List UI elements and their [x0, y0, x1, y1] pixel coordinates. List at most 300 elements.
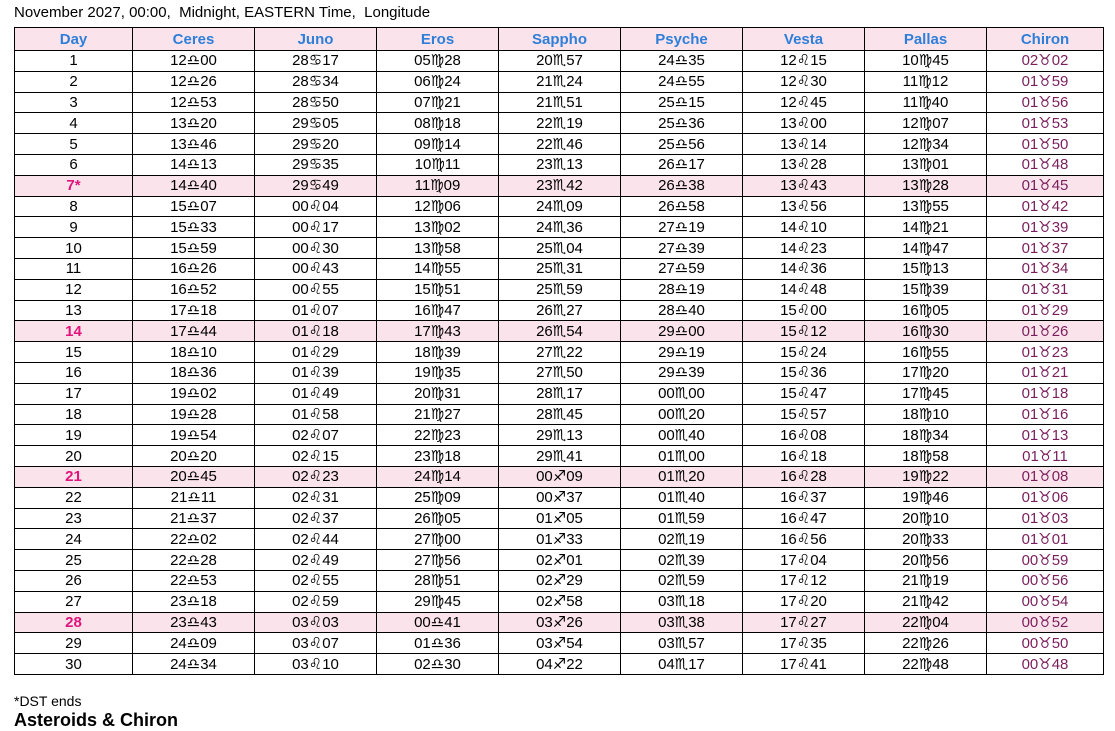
cell-chiron: 01♉03 — [987, 508, 1104, 529]
cell-vesta: 17♌12 — [743, 570, 865, 591]
table-row — [15, 196, 1104, 217]
col-header-day: Day — [15, 28, 133, 51]
table-row — [15, 383, 1104, 404]
cell-psyche: 00♏00 — [621, 383, 743, 404]
cell-psyche: 29♎19 — [621, 342, 743, 363]
cell-ceres: 19♎28 — [133, 404, 255, 425]
cell-ceres: 23♎43 — [133, 612, 255, 633]
cell-ceres: 21♎11 — [133, 487, 255, 508]
cell-chiron: 01♉48 — [987, 154, 1104, 175]
cell-pallas: 17♍20 — [865, 362, 987, 383]
cell-juno: 28♋50 — [255, 92, 377, 113]
cell-vesta: 17♌35 — [743, 633, 865, 654]
cell-sappho: 02♐29 — [499, 570, 621, 591]
cell-pallas: 21♍42 — [865, 591, 987, 612]
cell-vesta: 16♌08 — [743, 425, 865, 446]
cell-ceres: 16♎26 — [133, 258, 255, 279]
cell-chiron: 00♉56 — [987, 570, 1104, 591]
table-row — [15, 466, 1104, 487]
cell-juno: 03♌07 — [255, 633, 377, 654]
cell-pallas: 12♍07 — [865, 113, 987, 134]
cell-vesta: 16♌47 — [743, 508, 865, 529]
cell-eros: 10♍11 — [377, 154, 499, 175]
cell-day: 29 — [15, 633, 133, 654]
cell-juno: 03♌10 — [255, 654, 377, 675]
cell-sappho: 23♏13 — [499, 154, 621, 175]
cell-pallas: 19♍46 — [865, 487, 987, 508]
cell-chiron: 01♉18 — [987, 383, 1104, 404]
cell-psyche: 04♏17 — [621, 654, 743, 675]
table-row — [15, 217, 1104, 238]
cell-psyche: 28♎40 — [621, 300, 743, 321]
cell-eros: 13♍58 — [377, 238, 499, 259]
header-row — [15, 28, 1104, 51]
cell-juno: 02♌31 — [255, 487, 377, 508]
table-row — [15, 342, 1104, 363]
col-header-juno: Juno — [255, 28, 377, 51]
cell-juno: 03♌03 — [255, 612, 377, 633]
cell-day: 26 — [15, 570, 133, 591]
cell-juno: 02♌15 — [255, 446, 377, 467]
cell-psyche: 26♎17 — [621, 154, 743, 175]
cell-day: 17 — [15, 383, 133, 404]
cell-pallas: 18♍10 — [865, 404, 987, 425]
cell-psyche: 29♎39 — [621, 362, 743, 383]
cell-sappho: 21♏24 — [499, 71, 621, 92]
cell-psyche: 28♎19 — [621, 279, 743, 300]
table-row — [15, 321, 1104, 342]
cell-chiron: 01♉06 — [987, 487, 1104, 508]
cell-vesta: 12♌15 — [743, 51, 865, 72]
cell-ceres: 12♎00 — [133, 51, 255, 72]
cell-vesta: 15♌47 — [743, 383, 865, 404]
cell-pallas: 16♍55 — [865, 342, 987, 363]
cell-chiron: 01♉53 — [987, 113, 1104, 134]
cell-psyche: 02♏59 — [621, 570, 743, 591]
col-header-chiron: Chiron — [987, 28, 1104, 51]
table-row — [15, 113, 1104, 134]
table-row — [15, 591, 1104, 612]
cell-day: 23 — [15, 508, 133, 529]
cell-juno: 28♋17 — [255, 51, 377, 72]
cell-vesta: 15♌36 — [743, 362, 865, 383]
cell-sappho: 02♐58 — [499, 591, 621, 612]
cell-vesta: 17♌41 — [743, 654, 865, 675]
cell-sappho: 00♐37 — [499, 487, 621, 508]
cell-eros: 18♍39 — [377, 342, 499, 363]
cell-pallas: 16♍05 — [865, 300, 987, 321]
cell-vesta: 13♌56 — [743, 196, 865, 217]
cell-vesta: 17♌04 — [743, 550, 865, 571]
col-header-ceres: Ceres — [133, 28, 255, 51]
cell-psyche: 02♏39 — [621, 550, 743, 571]
cell-psyche: 24♎55 — [621, 71, 743, 92]
table-row — [15, 404, 1104, 425]
table-row — [15, 612, 1104, 633]
cell-vesta: 14♌48 — [743, 279, 865, 300]
cell-sappho: 21♏51 — [499, 92, 621, 113]
cell-eros: 07♍21 — [377, 92, 499, 113]
cell-eros: 22♍23 — [377, 425, 499, 446]
cell-psyche: 27♎39 — [621, 238, 743, 259]
cell-juno: 00♌43 — [255, 258, 377, 279]
cell-vesta: 15♌57 — [743, 404, 865, 425]
cell-juno: 02♌37 — [255, 508, 377, 529]
cell-vesta: 17♌27 — [743, 612, 865, 633]
footnote: *DST ends — [14, 693, 82, 709]
cell-psyche: 26♎58 — [621, 196, 743, 217]
cell-eros: 24♍14 — [377, 466, 499, 487]
cell-sappho: 04♐22 — [499, 654, 621, 675]
cell-eros: 06♍24 — [377, 71, 499, 92]
cell-juno: 02♌23 — [255, 466, 377, 487]
cell-psyche: 25♎36 — [621, 113, 743, 134]
cell-vesta: 16♌18 — [743, 446, 865, 467]
cell-eros: 01♎36 — [377, 633, 499, 654]
cell-sappho: 26♏27 — [499, 300, 621, 321]
cell-eros: 17♍43 — [377, 321, 499, 342]
col-header-psyche: Psyche — [621, 28, 743, 51]
cell-psyche: 24♎35 — [621, 51, 743, 72]
cell-chiron: 01♉42 — [987, 196, 1104, 217]
cell-ceres: 22♎28 — [133, 550, 255, 571]
cell-chiron: 01♉16 — [987, 404, 1104, 425]
cell-day: 4 — [15, 113, 133, 134]
table-row — [15, 92, 1104, 113]
table-row — [15, 550, 1104, 571]
cell-juno: 29♋49 — [255, 175, 377, 196]
cell-chiron: 01♉37 — [987, 238, 1104, 259]
cell-ceres: 18♎36 — [133, 362, 255, 383]
cell-ceres: 13♎46 — [133, 134, 255, 155]
cell-pallas: 12♍34 — [865, 134, 987, 155]
cell-sappho: 22♏19 — [499, 113, 621, 134]
cell-sappho: 27♏50 — [499, 362, 621, 383]
cell-chiron: 01♉29 — [987, 300, 1104, 321]
cell-pallas: 22♍48 — [865, 654, 987, 675]
cell-pallas: 18♍34 — [865, 425, 987, 446]
cell-chiron: 00♉48 — [987, 654, 1104, 675]
cell-day: 14 — [15, 321, 133, 342]
table-row — [15, 51, 1104, 72]
cell-pallas: 11♍12 — [865, 71, 987, 92]
cell-vesta: 13♌43 — [743, 175, 865, 196]
table-row — [15, 71, 1104, 92]
cell-eros: 29♍45 — [377, 591, 499, 612]
cell-juno: 01♌29 — [255, 342, 377, 363]
cell-ceres: 24♎34 — [133, 654, 255, 675]
cell-chiron: 00♉52 — [987, 612, 1104, 633]
cell-psyche: 01♏20 — [621, 466, 743, 487]
cell-ceres: 17♎44 — [133, 321, 255, 342]
cell-pallas: 13♍55 — [865, 196, 987, 217]
cell-juno: 00♌55 — [255, 279, 377, 300]
cell-sappho: 20♏57 — [499, 51, 621, 72]
cell-psyche: 03♏57 — [621, 633, 743, 654]
cell-eros: 08♍18 — [377, 113, 499, 134]
cell-vesta: 16♌56 — [743, 529, 865, 550]
cell-psyche: 27♎19 — [621, 217, 743, 238]
cell-psyche: 03♏38 — [621, 612, 743, 633]
cell-vesta: 15♌00 — [743, 300, 865, 321]
cell-day: 12 — [15, 279, 133, 300]
cell-day: 15 — [15, 342, 133, 363]
cell-vesta: 17♌20 — [743, 591, 865, 612]
cell-ceres: 18♎10 — [133, 342, 255, 363]
cell-eros: 27♍00 — [377, 529, 499, 550]
page-title: November 2027, 00:00, Midnight, EASTERN Time, Longitude — [14, 4, 431, 21]
cell-ceres: 13♎20 — [133, 113, 255, 134]
cell-vesta: 14♌36 — [743, 258, 865, 279]
cell-pallas: 20♍10 — [865, 508, 987, 529]
cell-psyche: 29♎00 — [621, 321, 743, 342]
cell-vesta: 12♌45 — [743, 92, 865, 113]
table-row — [15, 446, 1104, 467]
cell-eros: 19♍35 — [377, 362, 499, 383]
cell-eros: 20♍31 — [377, 383, 499, 404]
cell-eros: 27♍56 — [377, 550, 499, 571]
cell-vesta: 15♌24 — [743, 342, 865, 363]
cell-eros: 09♍14 — [377, 134, 499, 155]
table-row — [15, 154, 1104, 175]
cell-vesta: 15♌12 — [743, 321, 865, 342]
cell-chiron: 01♉34 — [987, 258, 1104, 279]
cell-sappho: 26♏54 — [499, 321, 621, 342]
cell-ceres: 24♎09 — [133, 633, 255, 654]
cell-day: 25 — [15, 550, 133, 571]
cell-day: 16 — [15, 362, 133, 383]
cell-sappho: 27♏22 — [499, 342, 621, 363]
cell-pallas: 21♍19 — [865, 570, 987, 591]
cell-chiron: 01♉45 — [987, 175, 1104, 196]
cell-juno: 01♌49 — [255, 383, 377, 404]
cell-vesta: 14♌23 — [743, 238, 865, 259]
cell-day: 8 — [15, 196, 133, 217]
cell-eros: 25♍09 — [377, 487, 499, 508]
cell-pallas: 13♍28 — [865, 175, 987, 196]
cell-sappho: 24♏36 — [499, 217, 621, 238]
cell-juno: 01♌58 — [255, 404, 377, 425]
cell-day: 2 — [15, 71, 133, 92]
cell-sappho: 02♐01 — [499, 550, 621, 571]
cell-juno: 29♋35 — [255, 154, 377, 175]
cell-sappho: 25♏59 — [499, 279, 621, 300]
cell-vesta: 13♌28 — [743, 154, 865, 175]
cell-juno: 02♌44 — [255, 529, 377, 550]
cell-juno: 02♌55 — [255, 570, 377, 591]
cell-sappho: 22♏46 — [499, 134, 621, 155]
cell-psyche: 03♏18 — [621, 591, 743, 612]
cell-eros: 00♎41 — [377, 612, 499, 633]
cell-chiron: 01♉08 — [987, 466, 1104, 487]
cell-juno: 01♌18 — [255, 321, 377, 342]
cell-juno: 29♋05 — [255, 113, 377, 134]
cell-day: 3 — [15, 92, 133, 113]
cell-psyche: 25♎56 — [621, 134, 743, 155]
cell-ceres: 20♎20 — [133, 446, 255, 467]
cell-juno: 28♋34 — [255, 71, 377, 92]
cell-sappho: 00♐09 — [499, 466, 621, 487]
table-row — [15, 654, 1104, 675]
cell-day: 24 — [15, 529, 133, 550]
cell-chiron: 00♉50 — [987, 633, 1104, 654]
footer-title: Asteroids & Chiron — [14, 710, 179, 730]
cell-pallas: 13♍01 — [865, 154, 987, 175]
cell-pallas: 14♍21 — [865, 217, 987, 238]
cell-eros: 02♎30 — [377, 654, 499, 675]
cell-vesta: 16♌28 — [743, 466, 865, 487]
cell-pallas: 15♍39 — [865, 279, 987, 300]
cell-eros: 14♍55 — [377, 258, 499, 279]
cell-eros: 23♍18 — [377, 446, 499, 467]
cell-ceres: 19♎54 — [133, 425, 255, 446]
cell-eros: 05♍28 — [377, 51, 499, 72]
cell-juno: 01♌07 — [255, 300, 377, 321]
cell-sappho: 03♐54 — [499, 633, 621, 654]
cell-vesta: 14♌10 — [743, 217, 865, 238]
cell-day: 10 — [15, 238, 133, 259]
cell-psyche: 00♏40 — [621, 425, 743, 446]
cell-pallas: 16♍30 — [865, 321, 987, 342]
table-row — [15, 175, 1104, 196]
table-row — [15, 529, 1104, 550]
cell-psyche: 26♎38 — [621, 175, 743, 196]
cell-pallas: 19♍22 — [865, 466, 987, 487]
cell-juno: 02♌49 — [255, 550, 377, 571]
cell-ceres: 20♎45 — [133, 466, 255, 487]
table-row — [15, 487, 1104, 508]
cell-day: 22 — [15, 487, 133, 508]
cell-juno: 00♌17 — [255, 217, 377, 238]
cell-chiron: 01♉13 — [987, 425, 1104, 446]
cell-day: 9 — [15, 217, 133, 238]
cell-ceres: 15♎07 — [133, 196, 255, 217]
cell-sappho: 01♐05 — [499, 508, 621, 529]
cell-chiron: 00♉54 — [987, 591, 1104, 612]
cell-juno: 29♋20 — [255, 134, 377, 155]
cell-chiron: 01♉11 — [987, 446, 1104, 467]
cell-ceres: 22♎02 — [133, 529, 255, 550]
cell-pallas: 20♍56 — [865, 550, 987, 571]
cell-ceres: 22♎53 — [133, 570, 255, 591]
cell-day: 20 — [15, 446, 133, 467]
col-header-sappho: Sappho — [499, 28, 621, 51]
cell-ceres: 15♎59 — [133, 238, 255, 259]
cell-vesta: 13♌00 — [743, 113, 865, 134]
table-row — [15, 570, 1104, 591]
cell-day: 30 — [15, 654, 133, 675]
cell-pallas: 10♍45 — [865, 51, 987, 72]
table-row — [15, 425, 1104, 446]
cell-sappho: 01♐33 — [499, 529, 621, 550]
table-row — [15, 238, 1104, 259]
table-row — [15, 279, 1104, 300]
cell-chiron: 01♉59 — [987, 71, 1104, 92]
cell-chiron: 01♉23 — [987, 342, 1104, 363]
table-row — [15, 300, 1104, 321]
cell-eros: 15♍51 — [377, 279, 499, 300]
cell-chiron: 00♉59 — [987, 550, 1104, 571]
cell-ceres: 12♎26 — [133, 71, 255, 92]
cell-ceres: 14♎40 — [133, 175, 255, 196]
cell-psyche: 27♎59 — [621, 258, 743, 279]
cell-day: 1 — [15, 51, 133, 72]
cell-sappho: 03♐26 — [499, 612, 621, 633]
cell-psyche: 02♏19 — [621, 529, 743, 550]
cell-pallas: 11♍40 — [865, 92, 987, 113]
cell-psyche: 01♏00 — [621, 446, 743, 467]
cell-pallas: 22♍26 — [865, 633, 987, 654]
cell-eros: 28♍51 — [377, 570, 499, 591]
cell-chiron: 01♉21 — [987, 362, 1104, 383]
cell-day: 18 — [15, 404, 133, 425]
cell-ceres: 23♎18 — [133, 591, 255, 612]
cell-day: 19 — [15, 425, 133, 446]
cell-pallas: 20♍33 — [865, 529, 987, 550]
cell-sappho: 29♏13 — [499, 425, 621, 446]
cell-chiron: 01♉31 — [987, 279, 1104, 300]
cell-ceres: 17♎18 — [133, 300, 255, 321]
cell-vesta: 16♌37 — [743, 487, 865, 508]
cell-eros: 12♍06 — [377, 196, 499, 217]
cell-psyche: 01♏40 — [621, 487, 743, 508]
cell-sappho: 25♏04 — [499, 238, 621, 259]
cell-ceres: 16♎52 — [133, 279, 255, 300]
cell-chiron: 01♉39 — [987, 217, 1104, 238]
cell-ceres: 19♎02 — [133, 383, 255, 404]
cell-chiron: 02♉02 — [987, 51, 1104, 72]
cell-juno: 02♌59 — [255, 591, 377, 612]
cell-chiron: 01♉50 — [987, 134, 1104, 155]
cell-sappho: 25♏31 — [499, 258, 621, 279]
table-row — [15, 258, 1104, 279]
cell-eros: 26♍05 — [377, 508, 499, 529]
table-row — [15, 508, 1104, 529]
cell-sappho: 23♏42 — [499, 175, 621, 196]
cell-day: 13 — [15, 300, 133, 321]
cell-day: 27 — [15, 591, 133, 612]
cell-day: 5 — [15, 134, 133, 155]
cell-day: 7* — [15, 175, 133, 196]
cell-chiron: 01♉01 — [987, 529, 1104, 550]
cell-pallas: 14♍47 — [865, 238, 987, 259]
cell-sappho: 24♏09 — [499, 196, 621, 217]
table-row — [15, 362, 1104, 383]
cell-chiron: 01♉56 — [987, 92, 1104, 113]
cell-pallas: 17♍45 — [865, 383, 987, 404]
cell-ceres: 12♎53 — [133, 92, 255, 113]
cell-eros: 11♍09 — [377, 175, 499, 196]
cell-psyche: 25♎15 — [621, 92, 743, 113]
cell-day: 28 — [15, 612, 133, 633]
cell-vesta: 12♌30 — [743, 71, 865, 92]
cell-ceres: 15♎33 — [133, 217, 255, 238]
cell-sappho: 28♏45 — [499, 404, 621, 425]
cell-pallas: 18♍58 — [865, 446, 987, 467]
cell-juno: 02♌07 — [255, 425, 377, 446]
cell-psyche: 01♏59 — [621, 508, 743, 529]
cell-day: 11 — [15, 258, 133, 279]
cell-pallas: 22♍04 — [865, 612, 987, 633]
cell-vesta: 13♌14 — [743, 134, 865, 155]
col-header-vesta: Vesta — [743, 28, 865, 51]
cell-juno: 01♌39 — [255, 362, 377, 383]
cell-ceres: 14♎13 — [133, 154, 255, 175]
cell-juno: 00♌04 — [255, 196, 377, 217]
cell-chiron: 01♉26 — [987, 321, 1104, 342]
table-row — [15, 134, 1104, 155]
cell-pallas: 15♍13 — [865, 258, 987, 279]
